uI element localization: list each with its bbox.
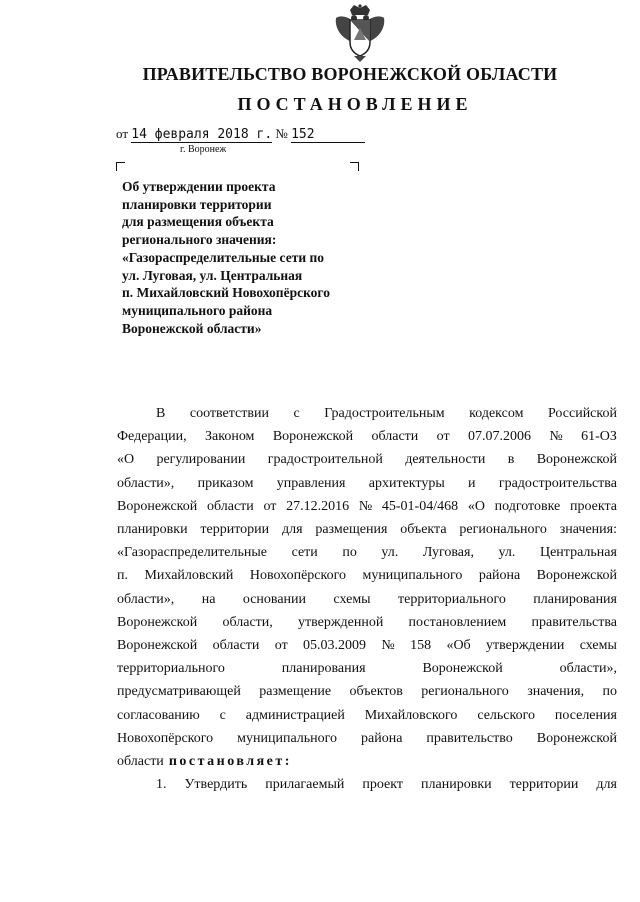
body-word: архитектуры (368, 475, 445, 491)
subject-line: регионального значения: (122, 232, 277, 248)
body-word: поселения (554, 707, 617, 723)
subject-line: Воронежской области» (122, 320, 262, 336)
body-word: области (206, 498, 254, 514)
body-word: Михайловский (144, 568, 234, 584)
subject-corner-right (350, 162, 359, 171)
body-line (117, 657, 617, 680)
body-word: 1. (156, 777, 167, 793)
body-word: на (201, 591, 216, 607)
decree-verb: постановляет: (168, 754, 292, 770)
subject-line: муниципального района (122, 302, 273, 318)
body-word: планирования (533, 591, 617, 607)
body-word: № (549, 429, 563, 445)
body-word: размещение (259, 684, 332, 700)
coat-of-arms-icon (332, 4, 388, 64)
body-word: объекта (400, 522, 447, 538)
body-word: для (596, 777, 617, 793)
date-prefix-label: от (116, 126, 129, 141)
body-word: Новохопёрского (249, 568, 347, 584)
body-word: Новохопёрского (117, 730, 214, 746)
body-word: 158 (410, 638, 432, 654)
body-line (117, 402, 617, 425)
document-number: 152 (291, 127, 315, 142)
body-word: № (381, 638, 395, 654)
subject-corner-left (116, 162, 125, 171)
body-word: Законом (205, 429, 255, 445)
body-word: Луговая, (422, 545, 474, 561)
body-word: управления (276, 475, 346, 491)
body-line (117, 448, 617, 471)
body-word: Российской (547, 406, 617, 421)
body-word: значения: (559, 522, 617, 538)
body-word: предусматривающей (117, 684, 241, 700)
body-word: значения, (527, 684, 585, 700)
body-word: планировки (117, 522, 188, 538)
body-line (117, 750, 617, 773)
body-word: проект (362, 777, 404, 793)
body-line (117, 634, 617, 657)
body-word: Федерации, (117, 429, 187, 445)
body-word: «Об (446, 638, 471, 654)
subject-line: ул. Луговая, ул. Центральная (122, 267, 303, 283)
body-word: «О (467, 498, 485, 514)
body-word: кодексом (469, 406, 524, 421)
document-type-title: ПОСТАНОВЛЕНИЕ (237, 94, 473, 114)
body-word: по (342, 545, 357, 561)
body-word: по (602, 684, 617, 700)
subject-line: п. Михайловский Новохопёрского (122, 285, 330, 301)
body-word: области», (117, 475, 175, 491)
subject-line: для размещения объекта (122, 214, 274, 230)
body-word: Утвердить (184, 777, 248, 793)
number-label: № (275, 126, 288, 141)
body-word: градостроительства (498, 475, 617, 491)
body-word: с (293, 406, 300, 421)
body-word: правительства (531, 614, 617, 630)
body-word: от (274, 638, 288, 654)
body-word: регулировании (156, 452, 246, 468)
body-line (117, 518, 617, 541)
body-word: схемы (333, 591, 371, 607)
body-word: утверждении (486, 638, 565, 654)
body-word: области (117, 754, 164, 770)
body-line (117, 773, 617, 796)
government-title: ПРАВИТЕЛЬСТВО ВОРОНЕЖСКОЙ ОБЛАСТИ (142, 64, 558, 84)
body-word: Центральная (539, 545, 617, 561)
body-word: и (468, 475, 476, 491)
body-word: области (212, 638, 260, 654)
body-word: района (361, 730, 403, 746)
body-word: проекта (569, 498, 617, 514)
body-word: подготовке (494, 498, 561, 514)
document-city: г. Воронеж (180, 144, 227, 155)
registration-line (116, 126, 366, 143)
body-word: территориального (117, 661, 225, 677)
body-word: планирования (281, 661, 366, 677)
body-word: сети (291, 545, 318, 561)
body-line (117, 611, 617, 634)
body-word: 45-01-04/468 (381, 498, 459, 514)
body-word: градостроительной (267, 452, 383, 468)
body-word: деятельности (405, 452, 486, 468)
body-word: постановлением (408, 614, 507, 630)
body-word: территориального (398, 591, 506, 607)
body-word: муниципального (237, 730, 338, 746)
body-word: для (281, 522, 303, 538)
body-line (117, 680, 617, 703)
body-line (117, 564, 617, 587)
body-word: в (507, 452, 515, 468)
body-word: от (436, 429, 450, 445)
body-word: Воронежской (117, 614, 198, 630)
body-line (117, 704, 617, 727)
body-word: Градостроительным (324, 406, 445, 421)
body-word: области (371, 429, 419, 445)
body-word: ул. (498, 545, 516, 561)
body-word: регионального (459, 522, 547, 538)
body-word: основании (242, 591, 307, 607)
body-word: территории (200, 522, 270, 538)
body-word: Воронежской (536, 452, 617, 468)
body-word: Воронежской (272, 429, 354, 445)
body-line (117, 727, 617, 750)
body-word: прилагаемый (265, 777, 345, 793)
body-word: «О (117, 452, 135, 468)
subject-line: Об утверждении проекта (122, 179, 276, 194)
body-word: размещения (315, 522, 388, 538)
body-word: Воронежской (536, 730, 617, 746)
body-word: Воронежской (422, 661, 503, 677)
body-word: администрацией (245, 707, 345, 723)
body-word: В (156, 406, 166, 421)
decree-body (117, 402, 617, 796)
body-word: регионального (421, 684, 509, 700)
body-line (117, 495, 617, 518)
body-word: № (358, 498, 373, 514)
body-word: планировки (421, 777, 492, 793)
body-word: приказом (197, 475, 254, 491)
body-word: Воронежской (117, 638, 198, 654)
document-date: 14 февраля 2018 г. (131, 127, 273, 142)
body-word: правительство (426, 730, 513, 746)
body-word: Воронежской (536, 568, 617, 584)
body-line (117, 425, 617, 448)
body-word: схемы (579, 638, 617, 654)
body-word: «Газораспределительные (117, 545, 267, 561)
body-line (117, 588, 617, 611)
subject-line: планировки территории (122, 196, 272, 212)
body-word: района (478, 568, 521, 584)
body-word: с (219, 707, 226, 723)
subject-line: «Газораспределительные сети по (122, 249, 325, 265)
body-word: области», (117, 591, 175, 607)
body-word: 27.12.2016 (286, 498, 350, 514)
body-line (117, 472, 617, 495)
body-word: 05.03.2009 (303, 638, 367, 654)
body-word: 61-ОЗ (581, 429, 617, 445)
body-word: области», (559, 661, 617, 677)
body-word: области, (222, 614, 273, 630)
body-word: Воронежской (117, 498, 198, 514)
body-word: объектов (349, 684, 403, 700)
body-word: 07.07.2006 (468, 429, 531, 445)
body-word: соответствии (189, 406, 269, 421)
body-word: п. (117, 568, 128, 584)
body-word: территории (509, 777, 579, 793)
body-word: от (263, 498, 277, 514)
body-word: муниципального (362, 568, 463, 584)
body-line (117, 541, 617, 564)
body-word: согласованию (117, 707, 200, 723)
body-word: ул. (381, 545, 399, 561)
body-word: сельского (477, 707, 535, 723)
subject-heading (122, 178, 382, 337)
body-word: утвержденной (297, 614, 384, 630)
body-word: Михайловского (364, 707, 458, 723)
